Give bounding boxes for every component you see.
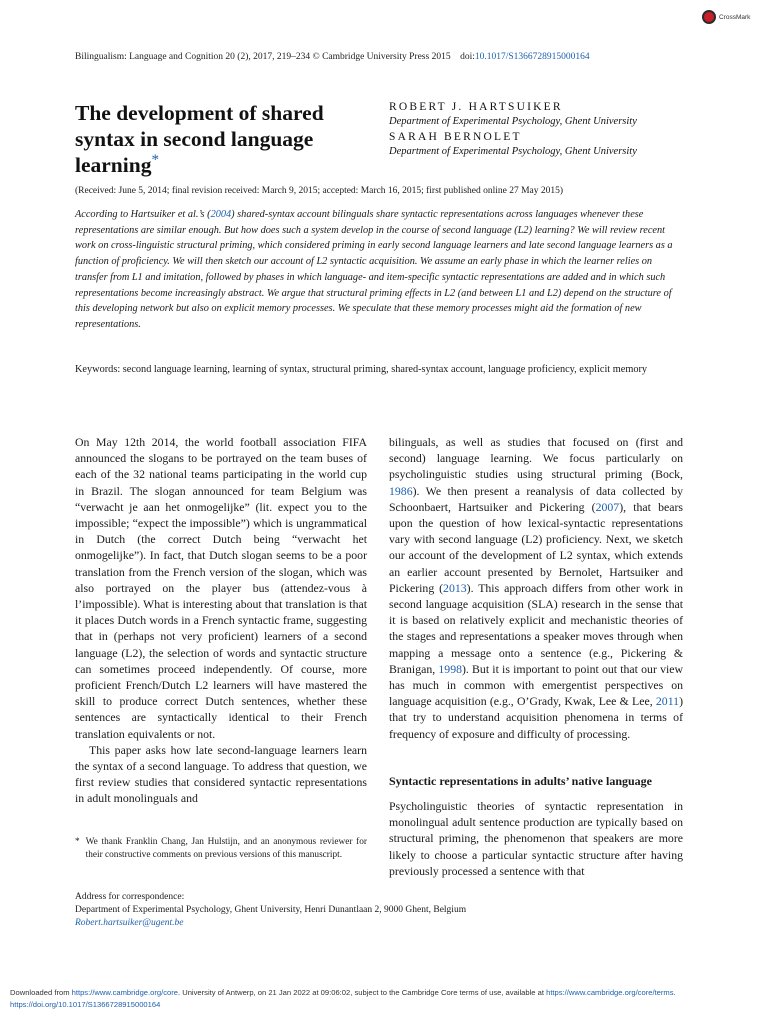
- journal-citation-text: Bilingualism: Language and Cognition 20 (2), 2017, 219–234 © Cambridge University Press 2015: [75, 52, 451, 62]
- citation-link-2004[interactable]: 2004: [210, 209, 232, 220]
- author-affiliation-2: Department of Experimental Psychology, Ghent University: [389, 146, 637, 157]
- keywords: Keywords: second language learning, learning of syntax, structural priming, shared-syntax account, language proficiency, explicit memory: [75, 364, 648, 375]
- footer-text: Downloaded from: [10, 988, 72, 997]
- text-segment: ) that try to understand acquisition phenomena in terms of frequency of exposure and difficulty of processing.: [389, 694, 683, 741]
- abstract-text-rest: ) shared-syntax account bilinguals share syntactic representations across languages whenever these representations are similar enough. But how does such a system develop in the course of second language (L2) learning? We will review recent work on cross-linguistic structural priming, which considered priming in early second language learners and late second language learners as a function of proficiency. We will then sketch our account of L2 syntactic acquisition. We assume an early phase in which the learner relies on transfer from L1 and imitation, followed by phases in which language- and item-specific syntactic representations are added and in which such representations become increasingly abstract. We argue that structural priming effects in L2 (and between L1 and L2) depend on the structure of this developing network but also on explicit memory processes. We speculate that these memory processes might aid the formation of new representations.: [75, 209, 673, 330]
- section-paragraph-1: Psycholinguistic theories of syntactic representation in monolingual adult sentence production are typically based on structural priming, the phenomenon that speakers are more likely to choose a particular syntactic structure after having previously processed a sentence with that: [389, 799, 683, 878]
- received-dates: (Received: June 5, 2014; final revision received: March 9, 2015; accepted: March 16, 2015; first published online 27 May 2015): [75, 186, 564, 196]
- section-body: [389, 798, 683, 879]
- author-name-1: ROBERT J. HARTSUIKER: [389, 101, 563, 113]
- article-title-text: The development of shared syntax in second language learning: [75, 101, 324, 177]
- crossmark-badge[interactable]: [702, 10, 750, 24]
- footnote-text: We thank Franklin Chang, Jan Hulstijn, and an anonymous reviewer for their constructive comments on previous versions of this manuscript.: [85, 837, 367, 860]
- text-segment: ). But it is important to point out that our view has much in common with emergentist perspectives on language acquisition (e.g., O’Grady, Kwak, Lee & Lee,: [389, 661, 683, 709]
- body-paragraph-3: [389, 434, 683, 742]
- footnote: [75, 836, 367, 862]
- citation-link-2007[interactable]: 2007: [595, 499, 620, 514]
- footer-doi-link[interactable]: https://doi.org/10.1017/S1366728915000164: [10, 999, 161, 1009]
- abstract: [75, 207, 687, 333]
- correspondence-label: Address for correspondence:: [75, 892, 185, 902]
- footer-text: . University of Antwerp, on 21 Jan 2022 at 09:06:02, subject to the Cambridge Core terms of use, available at: [178, 988, 547, 997]
- title-footnote-link[interactable]: *: [151, 151, 159, 168]
- citation-link-2011[interactable]: 2011: [655, 694, 680, 709]
- citation-link-1998[interactable]: 1998: [438, 661, 462, 676]
- doi-prefix: doi:: [460, 52, 475, 62]
- body-column-right: [389, 434, 683, 742]
- text-segment: ). We then present a reanalysis of data collected by Schoonbaert, Hartsuiker and Pickering (: [389, 483, 683, 514]
- correspondence: [75, 891, 466, 931]
- cambridge-core-link[interactable]: https://www.cambridge.org/core: [71, 988, 178, 997]
- citation-link-1986[interactable]: 1986: [389, 483, 413, 498]
- author-name-2: SARAH BERNOLET: [389, 131, 522, 143]
- doi-link[interactable]: 10.1017/S1366728915000164: [474, 52, 590, 62]
- section-heading: Syntactic representations in adults’ native language: [389, 774, 653, 788]
- abstract-text-start: According to Hartsuiker et al.’s (: [75, 209, 211, 220]
- body-paragraph-2: This paper asks how late second-language learners learn the syntax of a second language. To address that question, we first review studies that considered syntactic representations in adult monolinguals and: [75, 742, 367, 806]
- body-column-left: [75, 434, 367, 807]
- download-footer: [10, 987, 758, 1010]
- footer-text: .: [673, 988, 676, 997]
- journal-citation: [75, 52, 590, 62]
- crossmark-icon: [702, 10, 716, 24]
- text-segment: bilinguals, as well as studies that focused on (first and second) language learning. We focus particularly on psycholinguistic studies using structural priming (Bock,: [389, 435, 683, 482]
- footnote-mark: *: [75, 837, 80, 847]
- body-paragraph-1: On May 12th 2014, the world football association FIFA announced the slogans to be portrayed on the team buses of each of the 32 national teams participating in the world cup in Brazil. The slogan announced for team Belgium was “verwacht je aan het onmogelijke” (lit. expect you to the impossible; “expect the impossible”) which is ungrammatical in Dutch (the correct Dutch being “verwacht het onmogelijke”). In fact, that Dutch slogan seems to be a poor translation from the French version of the slogan, which was also portrayed on the player bus (attendez-vous à l’impossible). What is interesting about that translation is that it places Dutch words in a French syntactic frame, suggesting that in (perhaps not very proficient) learners of a second language (L2), the selection of words and syntactic structure can sometimes proceed independently. Of course, more proficient French/Dutch L2 learners will have mastered the skill to produce correct Dutch sentences, whether these sentences are syntactically identical to their French translation equivalents or not.: [75, 435, 367, 741]
- text-segment: ), that bears upon the question of how lexical-syntactic representations vary with second language (L2) proficiency. Next, we sketch our account of the development of L2 syntax, which extends an earlier account presented by Bernolet, Hartsuiker and Pickering (: [389, 499, 683, 595]
- correspondence-email-link[interactable]: Robert.hartsuiker@ugent.be: [75, 918, 184, 929]
- article-title: [75, 100, 375, 178]
- author-affiliation-1: Department of Experimental Psychology, Ghent University: [389, 116, 637, 127]
- correspondence-address: Department of Experimental Psychology, Ghent University, Henri Dunantlaan 2, 9000 Ghent, Belgium: [75, 905, 467, 916]
- crossmark-label: CrossMark: [719, 13, 751, 21]
- citation-link-2013[interactable]: 2013: [443, 580, 467, 595]
- core-terms-link[interactable]: https://www.cambridge.org/core/terms: [546, 988, 674, 997]
- text-segment: ). This approach differs from other work in second language acquisition (SLA) research in the sense that it is based on relatively explicit and mechanistic theories of the stages and representations a speaker moves through when mapping a message onto a sentence (e.g., Pickering & Branigan,: [389, 580, 683, 676]
